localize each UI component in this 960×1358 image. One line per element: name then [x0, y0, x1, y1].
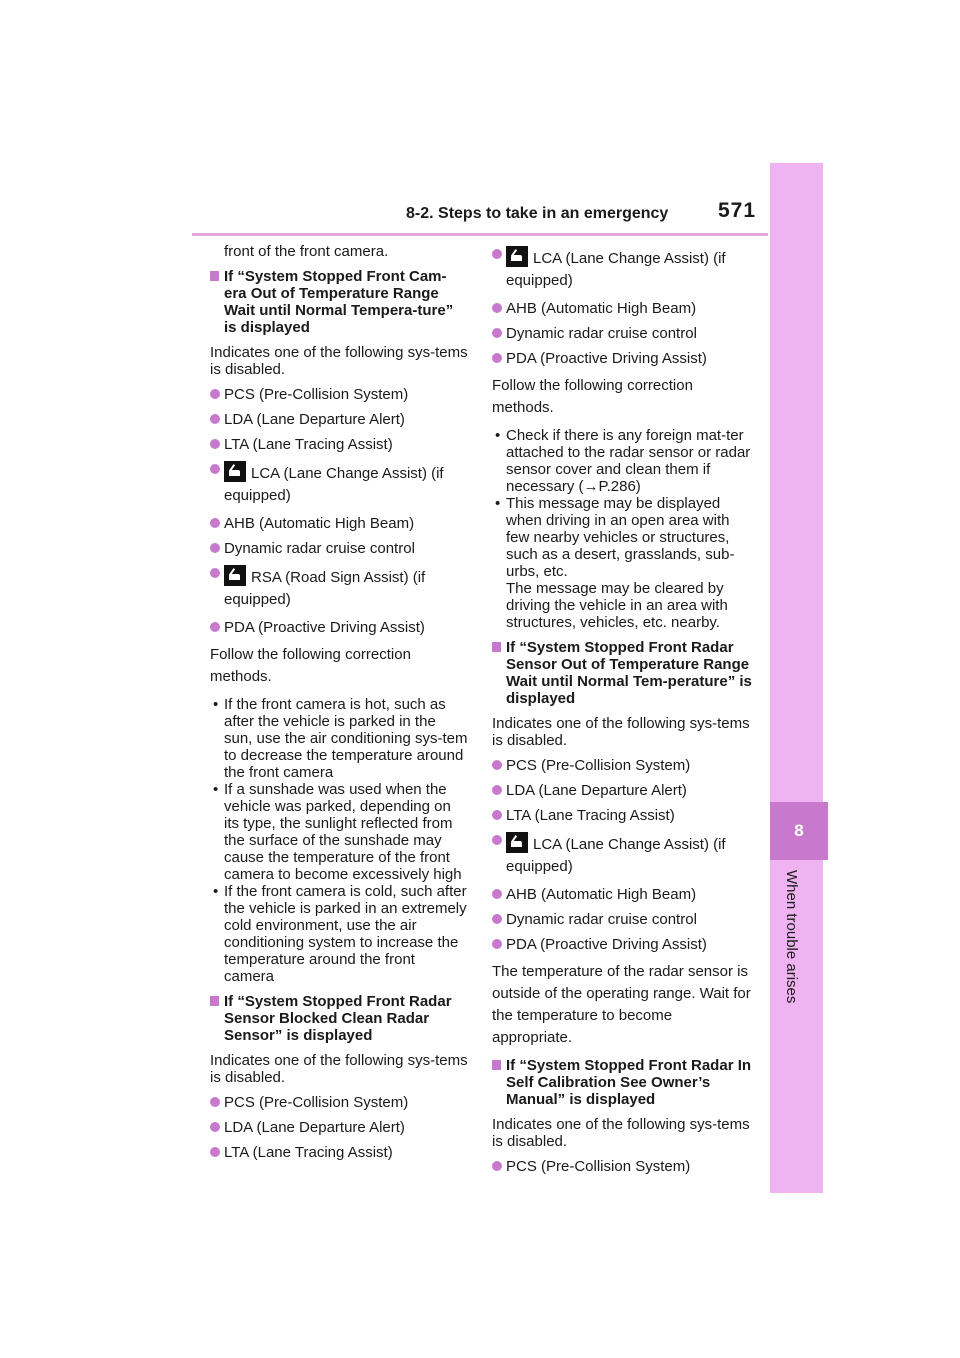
list-item: PDA (Proactive Driving Assist) — [492, 936, 754, 953]
circle-bullet-icon — [492, 914, 502, 924]
header-rule — [192, 233, 768, 236]
circle-bullet-icon — [492, 835, 502, 845]
circle-bullet-icon — [210, 439, 220, 449]
section-heading: If “System Stopped Front Cam-era Out of Temperature Range Wait until Normal Tempera-ture” is displayed — [210, 268, 468, 336]
list-item: PCS (Pre-Collision System) — [210, 1094, 468, 1111]
list-item: LTA (Lane Tracing Assist) — [210, 436, 468, 453]
list-item: AHB (Automatic High Beam) — [492, 300, 754, 317]
circle-bullet-icon — [492, 785, 502, 795]
section-title: 8-2. Steps to take in an emergency — [406, 205, 669, 222]
section-heading: If “System Stopped Front Radar In Self Calibration See Owner’s Manual” is displayed — [492, 1057, 754, 1108]
circle-bullet-icon — [492, 328, 502, 338]
circle-bullet-icon — [492, 303, 502, 313]
right-column — [492, 240, 754, 1183]
circle-bullet-icon — [210, 1122, 220, 1132]
list-item: PCS (Pre-Collision System) — [492, 1158, 754, 1175]
intro-text: Indicates one of the following sys-tems is disabled. — [492, 715, 750, 749]
list-item: LTA (Lane Tracing Assist) — [492, 807, 754, 824]
list-item: Dynamic radar cruise control — [492, 911, 754, 928]
correction-intro: Follow the following correction methods. — [210, 646, 411, 685]
circle-bullet-icon — [492, 939, 502, 949]
circle-bullet-icon — [210, 518, 220, 528]
list-item: PCS (Pre-Collision System) — [210, 386, 468, 403]
chapter-number: 8 — [794, 821, 804, 840]
intro-text: Indicates one of the following sys-tems is disabled. — [210, 344, 468, 378]
correction-list — [210, 696, 468, 985]
page-number: 571 — [718, 199, 757, 222]
chapter-label: When trouble arises — [783, 870, 800, 1004]
square-bullet-icon — [210, 996, 219, 1006]
intro-text: Indicates one of the following sys-tems is disabled. — [210, 1052, 468, 1086]
correction-bullet: • If a sunshade was used when the vehicle was parked, depending on its type, the sunlight reflected from the surface of the sunshade may cause the temperature of the front camera to become excessively high — [210, 781, 468, 883]
correction-bullet: • If the front camera is hot, such as after the vehicle is parked in the sun, use the air conditioning sys-tem to decrease the temperature around the front camera — [210, 696, 468, 781]
list-item: RSA (Road Sign Assist) (if equipped) — [210, 565, 468, 611]
list-item: AHB (Automatic High Beam) — [492, 886, 754, 903]
circle-bullet-icon — [492, 810, 502, 820]
section-heading: If “System Stopped Front Radar Sensor Blocked Clean Radar Sensor” is displayed — [210, 993, 468, 1044]
correction-intro: Follow the following correction methods. — [492, 377, 693, 416]
list-item: AHB (Automatic High Beam) — [210, 515, 468, 532]
circle-bullet-icon — [492, 249, 502, 259]
road-sign-assist-icon — [224, 565, 246, 586]
correction-bullet: • If the front camera is cold, such after the vehicle is parked in an extremely cold environment, use the air conditioning system to increase the temperature around the front camera — [210, 883, 468, 985]
left-column — [210, 240, 468, 1169]
temperature-note: The temperature of the radar sensor is outside of the operating range. Wait for the temperature to become appropriate. — [492, 963, 751, 1046]
intro-text: Indicates one of the following sys-tems is disabled. — [492, 1116, 750, 1150]
section-heading: If “System Stopped Front Radar Sensor Out of Temperature Range Wait until Normal Tem-perature” is displayed — [492, 639, 754, 707]
circle-bullet-icon — [210, 389, 220, 399]
list-item: Dynamic radar cruise control — [492, 325, 754, 342]
list-item: LDA (Lane Departure Alert) — [210, 1119, 468, 1136]
circle-bullet-icon — [492, 1161, 502, 1171]
square-bullet-icon — [492, 1060, 501, 1070]
list-item: LCA (Lane Change Assist) (if equipped) — [492, 832, 754, 878]
correction-bullet: • Check if there is any foreign mat-ter attached to the radar sensor or radar sensor cover and clean them if necessary (→P.286) — [492, 427, 754, 495]
circle-bullet-icon — [210, 568, 220, 578]
list-item: LDA (Lane Departure Alert) — [492, 782, 754, 799]
list-item: PCS (Pre-Collision System) — [492, 757, 754, 774]
square-bullet-icon — [492, 642, 501, 652]
circle-bullet-icon — [210, 1097, 220, 1107]
chapter-tab-strip — [770, 163, 823, 1193]
list-item: LTA (Lane Tracing Assist) — [210, 1144, 468, 1161]
lane-change-assist-icon — [506, 832, 528, 853]
lane-change-assist-icon — [506, 246, 528, 267]
list-item: LCA (Lane Change Assist) (if equipped) — [210, 461, 468, 507]
square-bullet-icon — [210, 271, 219, 281]
list-item: PDA (Proactive Driving Assist) — [210, 619, 468, 636]
circle-bullet-icon — [210, 414, 220, 424]
list-item: PDA (Proactive Driving Assist) — [492, 350, 754, 367]
list-item: Dynamic radar cruise control — [210, 540, 468, 557]
list-item: LDA (Lane Departure Alert) — [210, 411, 468, 428]
continued-text: front of the front camera. — [224, 243, 389, 260]
lane-change-assist-icon — [224, 461, 246, 482]
circle-bullet-icon — [210, 1147, 220, 1157]
circle-bullet-icon — [210, 622, 220, 632]
circle-bullet-icon — [492, 889, 502, 899]
circle-bullet-icon — [492, 353, 502, 363]
correction-bullet: • This message may be displayed when driving in an open area with few nearby vehicles or structures, such as a desert, grasslands, sub-urbs, etc. The message may be cleared by driving the vehicle in an area with structures, vehicles, etc. nearby. — [492, 495, 754, 631]
circle-bullet-icon — [492, 760, 502, 770]
correction-list — [492, 427, 754, 631]
list-item: LCA (Lane Change Assist) (if equipped) — [492, 246, 754, 292]
circle-bullet-icon — [210, 464, 220, 474]
circle-bullet-icon — [210, 543, 220, 553]
